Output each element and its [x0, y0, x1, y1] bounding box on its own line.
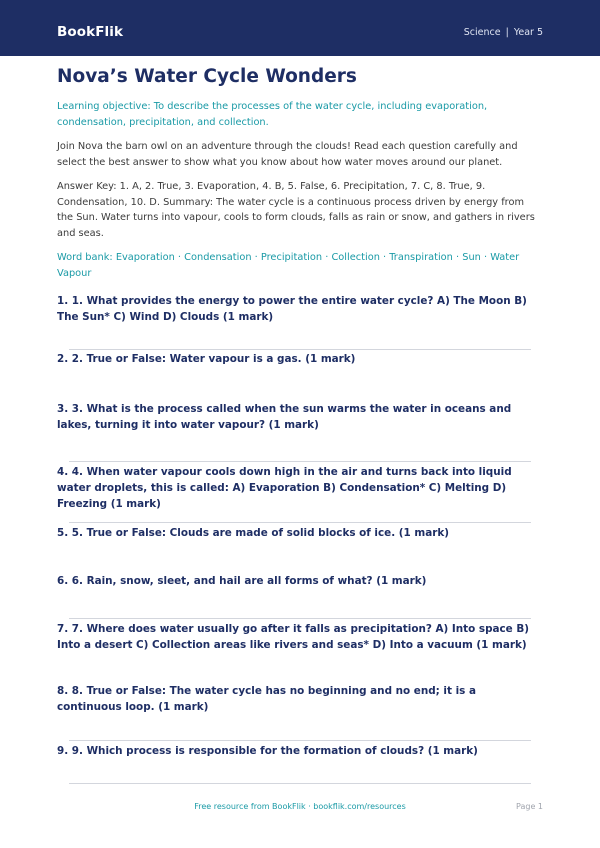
question-list [57, 293, 543, 791]
answer-line[interactable] [69, 740, 531, 741]
question-text: 5. 5. True or False: Clouds are made of solid blocks of ice. (1 mark) [57, 527, 449, 539]
question-item [57, 573, 543, 621]
year-label: Year 5 [513, 27, 543, 38]
question-text: 4. 4. When water vapour cools down high in the air and turns back into liquid water droplets, this is called: A) Evaporation B) Condensation* C) Melting D) Freezing (1 mark) [57, 466, 512, 510]
question-text: 9. 9. Which process is responsible for the formation of clouds? (1 mark) [57, 745, 478, 757]
subject-label: Science [463, 27, 501, 38]
footer-credit[interactable]: Free resource from BookFlik · bookflik.com/resources [194, 802, 406, 811]
answer-key: Answer Key: 1. A, 2. True, 3. Evaporation, 4. B, 5. False, 6. Precipitation, 7. C, 8. True, 9. Condensation, 10. D. Summary: The water cycle is a continuous process driven by energy from the Sun. Water turns into vapour, cools to form clouds, falls as rain or snow, and gathers in rivers and seas. [57, 181, 535, 239]
question-text: 2. 2. True or False: Water vapour is a gas. (1 mark) [57, 353, 356, 365]
question-text: 1. 1. What provides the energy to power the entire water cycle? A) The Moon B) The Sun* C) Wind D) Clouds (1 mark) [57, 295, 527, 323]
intro-text: Join Nova the barn owl on an adventure through the clouds! Read each question carefully and select the best answer to show what you know about how water moves around our planet. [57, 141, 518, 168]
question-text: 6. 6. Rain, snow, sleet, and hail are all forms of what? (1 mark) [57, 575, 427, 587]
subject-year [464, 27, 543, 38]
brand-logo[interactable]: BookFlik [57, 24, 124, 40]
learning-objective: Learning objective: To describe the processes of the water cycle, including evaporation, condensation, precipitation, and collection. [57, 101, 488, 128]
answer-line[interactable] [69, 349, 531, 350]
answer-line[interactable] [69, 618, 531, 619]
page-footer [0, 802, 600, 816]
answer-line[interactable] [69, 461, 531, 462]
word-bank: Word bank: Evaporation · Condensation · Precipitation · Collection · Transpiration · Sun · Water Vapour [57, 252, 520, 279]
question-item [57, 464, 543, 525]
worksheet-body [57, 99, 543, 791]
header-bar [0, 0, 600, 56]
answer-line[interactable] [69, 522, 531, 523]
question-text: 3. 3. What is the process called when the sun warms the water in oceans and lakes, turning it into water vapour? (1 mark) [57, 403, 512, 431]
question-item [57, 351, 543, 401]
page-number: Page 1 [516, 802, 543, 811]
meta-separator: | [505, 27, 509, 38]
question-item [57, 743, 543, 791]
answer-line[interactable] [69, 783, 531, 784]
question-item [57, 683, 543, 743]
page-title: Nova’s Water Cycle Wonders [57, 66, 357, 87]
question-text: 8. 8. True or False: The water cycle has no beginning and no end; it is a continuous loop. (1 mark) [57, 685, 476, 713]
question-item [57, 621, 543, 683]
question-text: 7. 7. Where does water usually go after it falls as precipitation? A) Into space B) Into a desert C) Collection areas like rivers and seas* D) Into a vacuum (1 mark) [57, 623, 530, 651]
question-item [57, 525, 543, 573]
question-item [57, 401, 543, 464]
question-item [57, 293, 543, 351]
